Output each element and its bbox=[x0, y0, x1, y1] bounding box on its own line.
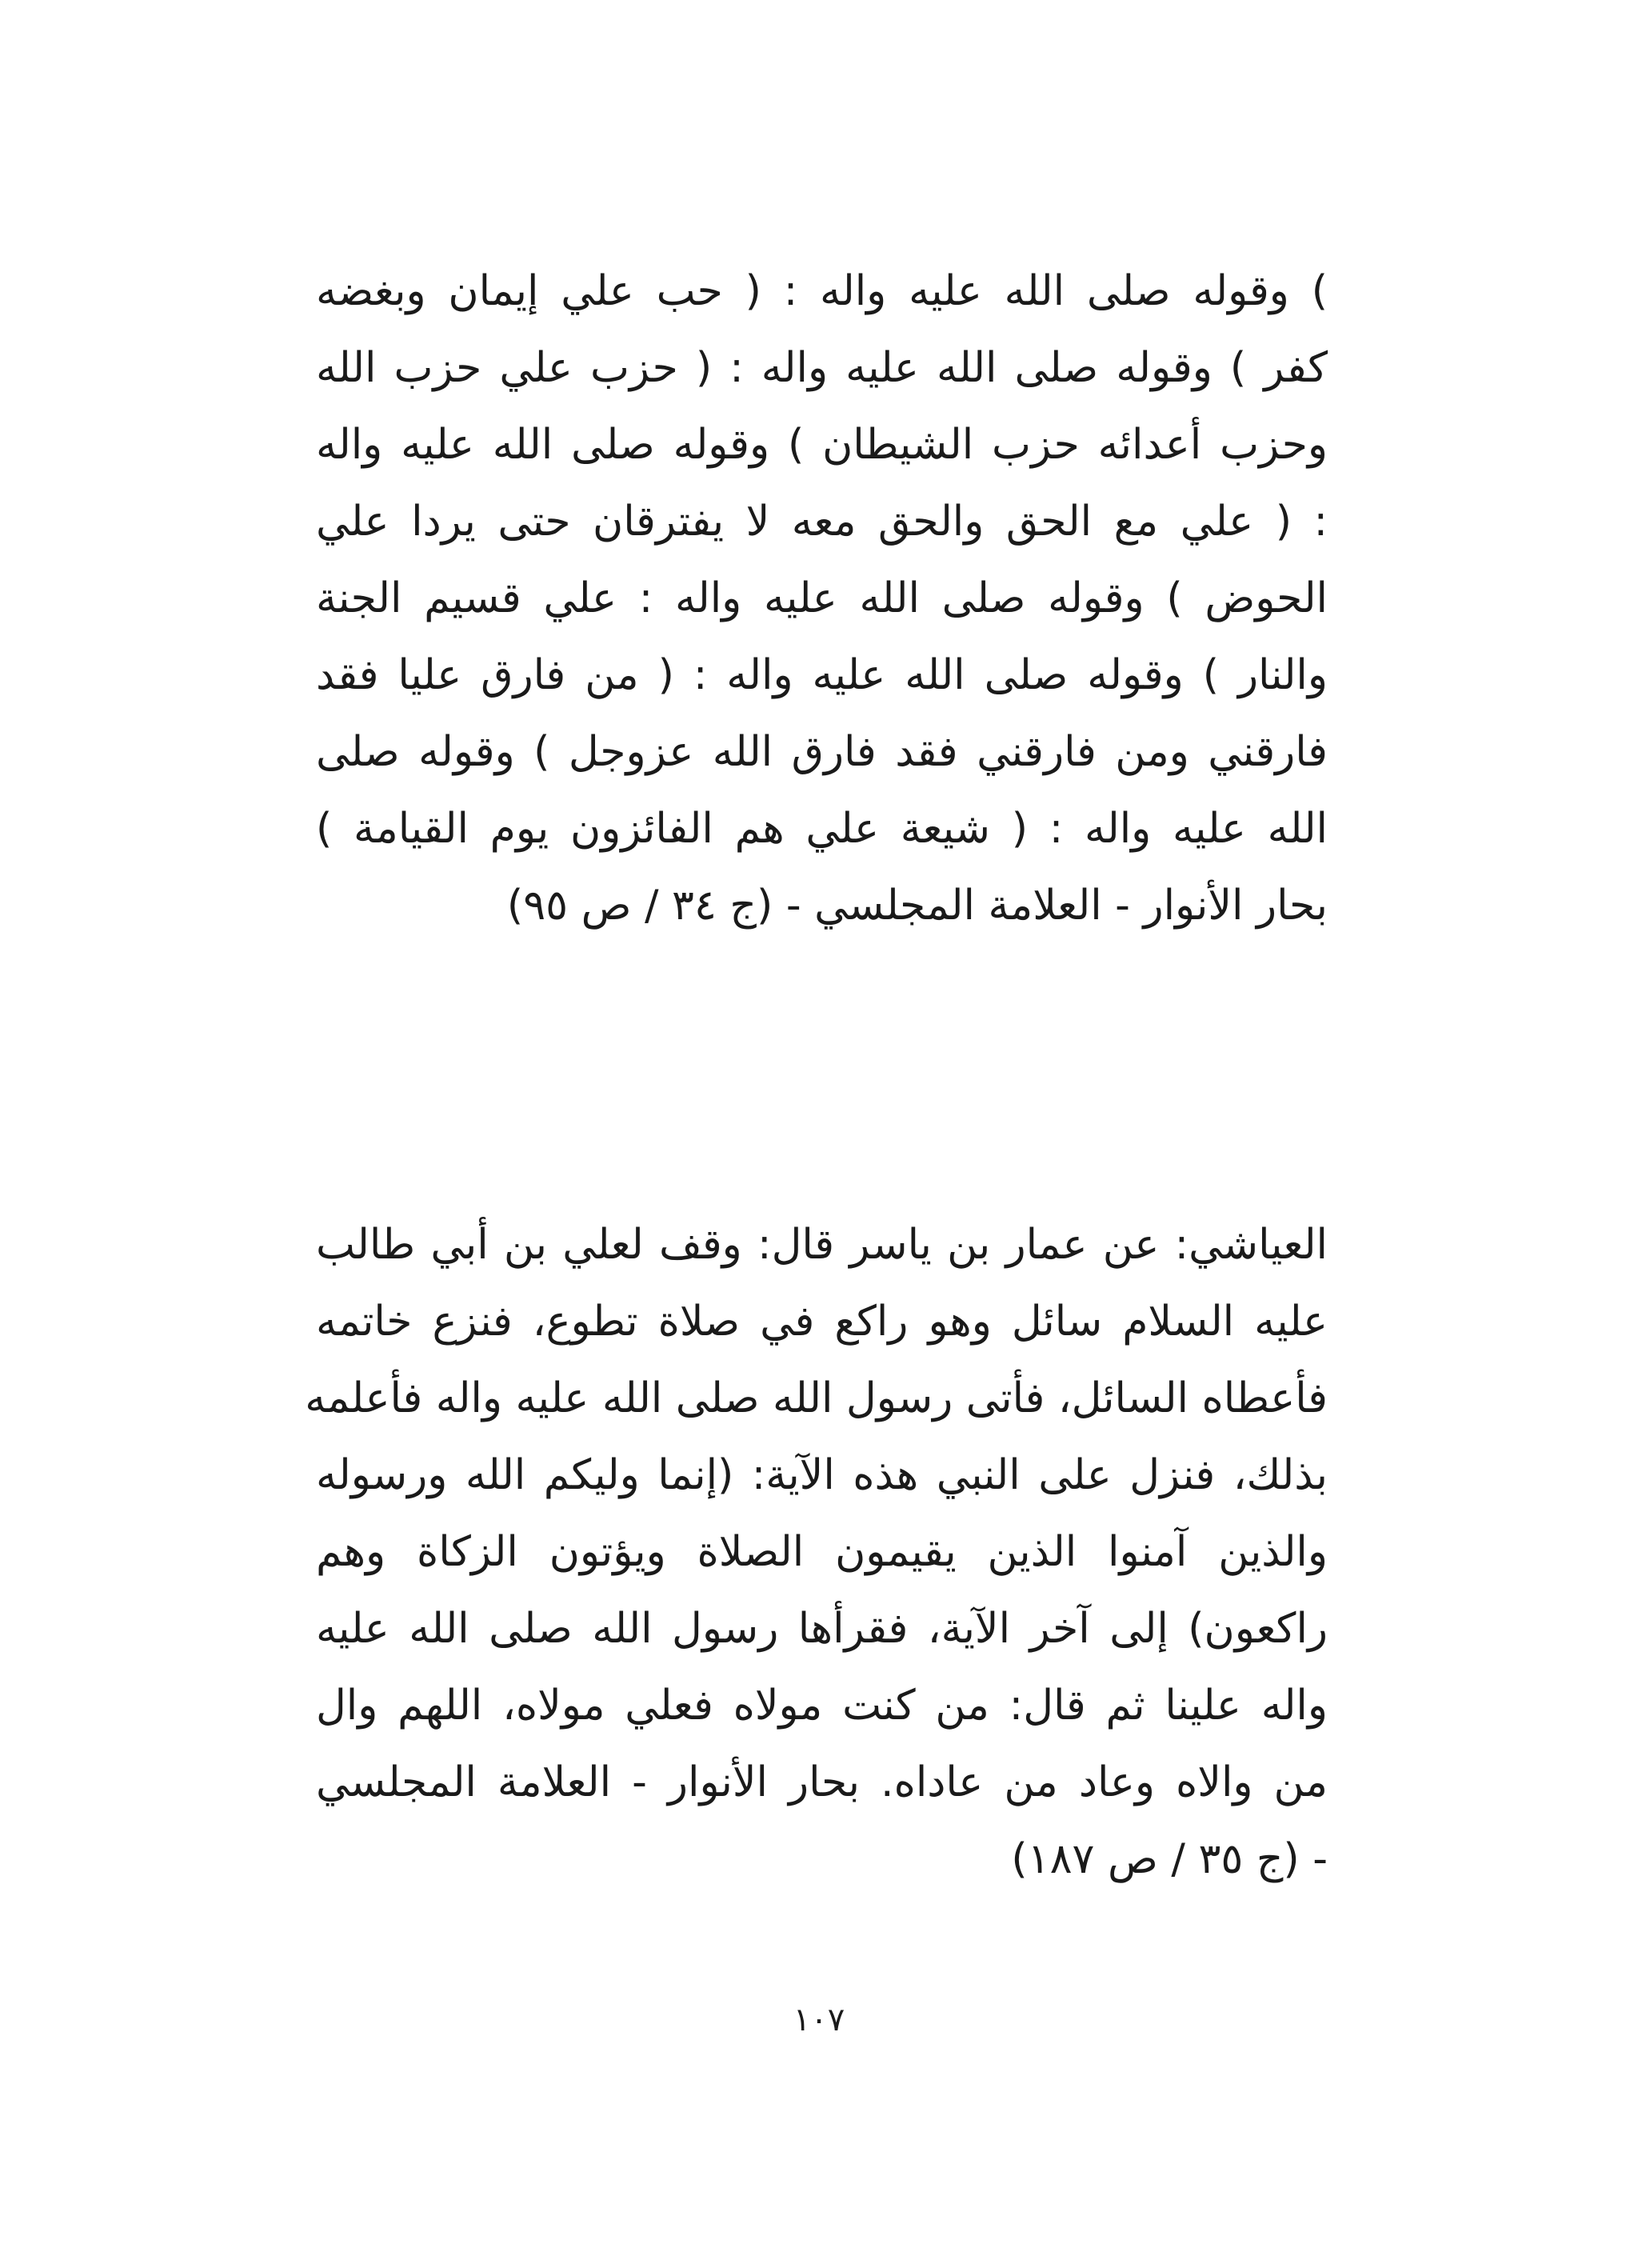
text-line: كفر ) وقوله صلى الله عليه واله : ( حزب علي حزب الله bbox=[316, 344, 1328, 392]
text-line: ) وقوله صلى الله عليه واله : ( حب علي إيمان وبغضه bbox=[316, 267, 1328, 315]
citation-line: - (ج ٣٥ / ص ١٨٧) bbox=[1011, 1835, 1328, 1883]
page-number: ١٠٧ bbox=[793, 2002, 845, 2038]
text-line: راكعون) إلى آخر الآية، فقرأها رسول الله صلى الله عليه bbox=[316, 1605, 1328, 1653]
text-line: والذين آمنوا الذين يقيمون الصلاة ويؤتون الزكاة وهم bbox=[316, 1528, 1328, 1576]
text-line: الحوض ) وقوله صلى الله عليه واله : علي قسيم الجنة bbox=[316, 574, 1328, 622]
text-line: بذلك، فنزل على النبي هذه الآية: (إنما وليكم الله ورسوله bbox=[316, 1451, 1328, 1499]
text-line: من والاه وعاد من عاداه. بحار الأنوار - العلامة المجلسي bbox=[316, 1758, 1328, 1806]
text-line: عليه السلام سائل وهو راكع في صلاة تطوع، فنزع خاتمه bbox=[316, 1298, 1328, 1346]
text-line: الله عليه واله : ( شيعة علي هم الفائزون يوم القيامة ) bbox=[316, 805, 1328, 853]
text-line: وحزب أعدائه حزب الشيطان ) وقوله صلى الله عليه واله bbox=[316, 421, 1328, 469]
text-line: : ( علي مع الحق والحق معه لا يفترقان حتى يردا علي bbox=[316, 498, 1328, 546]
citation-line: بحار الأنوار - العلامة المجلسي - (ج ٣٤ / ص ٩٥) bbox=[506, 882, 1328, 930]
text-line: فارقني ومن فارقني فقد فارق الله عزوجل ) وقوله صلى bbox=[316, 728, 1328, 776]
paragraph-hadith-quotes bbox=[316, 253, 1328, 944]
text-line: العياشي: عن عمار بن ياسر قال: وقف لعلي بن أبي طالب bbox=[316, 1221, 1328, 1269]
text-line: واله علينا ثم قال: من كنت مولاه فعلي مولاه، اللهم وال bbox=[316, 1682, 1328, 1730]
text-line: فأعطاه السائل، فأتى رسول الله صلى الله عليه واله فأعلمه bbox=[305, 1374, 1328, 1422]
paragraph-ayyashi-narration bbox=[305, 1206, 1328, 1898]
text-line: والنار ) وقوله صلى الله عليه واله : ( من فارق عليا فقد bbox=[316, 651, 1328, 699]
